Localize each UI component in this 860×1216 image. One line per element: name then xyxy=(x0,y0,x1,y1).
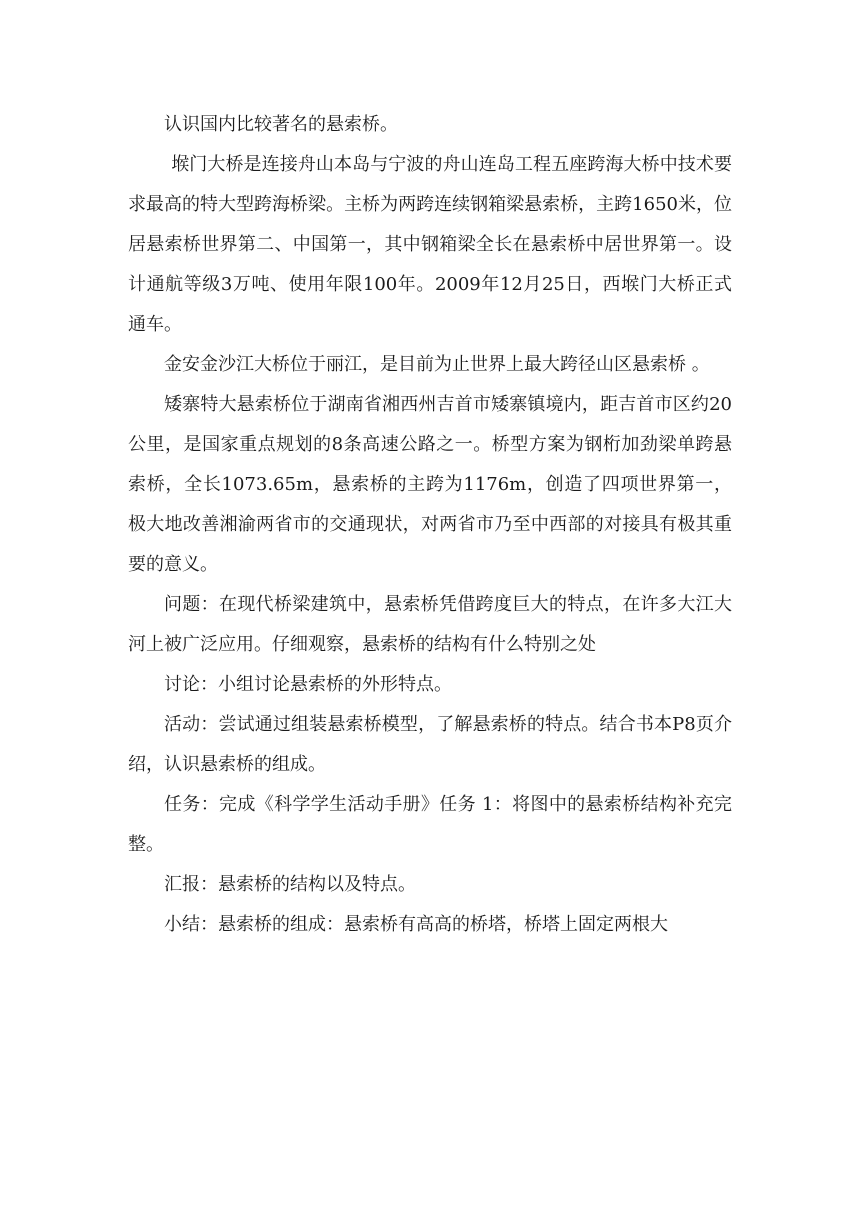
paragraph-jinsha-river-bridge: 金安金沙江大桥位于丽江，是目前为止世界上最大跨径山区悬索桥 。 xyxy=(164,354,710,375)
paragraph-activity: 活动：尝试通过组装悬索桥模型，了解悬索桥的特点。结合书本P8页介绍，认识悬索桥的组成。 xyxy=(128,714,732,775)
paragraph-report: 汇报：悬索桥的结构以及特点。 xyxy=(164,874,416,895)
document-body xyxy=(128,105,732,945)
paragraph-task: 任务：完成《科学学生活动手册》任务 1：将图中的悬索桥结构补充完整。 xyxy=(128,794,732,855)
paragraph-intro: 认识国内比较著名的悬索桥。 xyxy=(164,114,398,135)
paragraph-discussion: 讨论：小组讨论悬索桥的外形特点。 xyxy=(164,674,452,695)
paragraph-aizhai-bridge: 矮寨特大悬索桥位于湖南省湘西州吉首市矮寨镇境内，距吉首市区约20公里，是国家重点规划的8条高速公路之一。桥型方案为钢桁加劲梁单跨悬索桥，全长1073.65m，悬索桥的主跨为1176m，创造了四项世界第一，极大地改善湘渝两省市的交通现状，对两省市乃至中西部的对接具有极其重要的意义。 xyxy=(128,394,732,575)
paragraph-question: 问题：在现代桥梁建筑中，悬索桥凭借跨度巨大的特点，在许多大江大河上被广泛应用。仔细观察，悬索桥的结构有什么特别之处 xyxy=(128,594,732,655)
paragraph-summary: 小结：悬索桥的组成：悬索桥有高高的桥塔，桥塔上固定两根大 xyxy=(164,914,668,935)
paragraph-xihoumen-bridge: 堠门大桥是连接舟山本岛与宁波的舟山连岛工程五座跨海大桥中技术要求最高的特大型跨海桥梁。主桥为两跨连续钢箱梁悬索桥，主跨1650米，位居悬索桥世界第二、中国第一，其中钢箱梁全长在悬索桥中居世界第一。设计通航等级3万吨、使用年限100年。2009年12月25日，西堠门大桥正式通车。 xyxy=(128,154,732,335)
